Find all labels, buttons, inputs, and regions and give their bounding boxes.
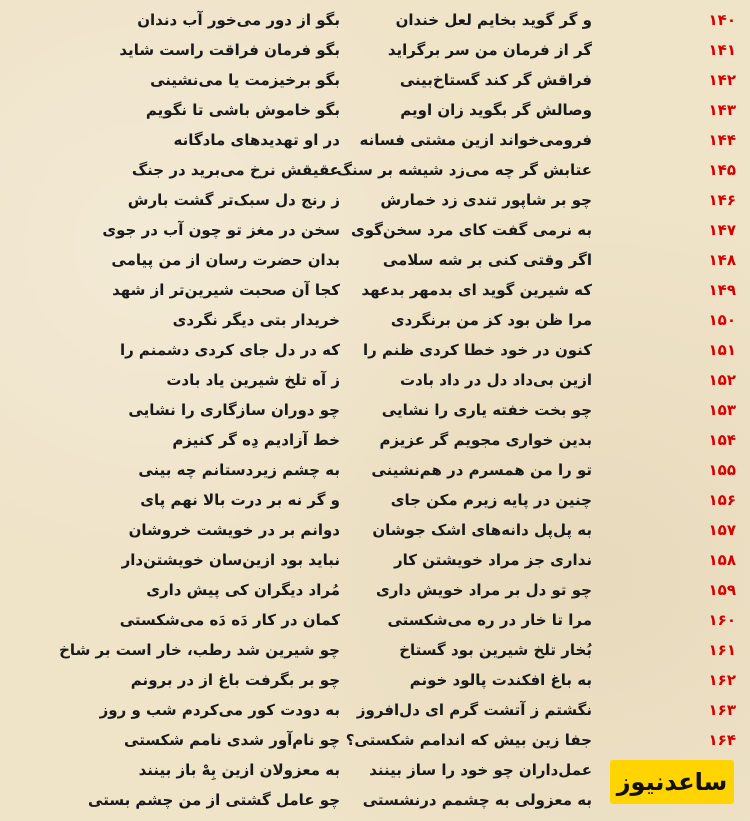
verse-number: ۱۴۷: [708, 221, 736, 239]
verse-second-hemistich: ز آه تلخ شیرین یاد بادت: [166, 371, 340, 389]
verse-row: [0, 575, 750, 605]
verse-row: [0, 545, 750, 575]
verse-number: ۱۴۹: [708, 281, 736, 299]
verse-first-hemistich: نگشتم ز آتشت گرم ای دل‌افروز: [356, 701, 592, 719]
verse-first-hemistich: تو را من همسرم در هم‌نشینی: [371, 461, 592, 479]
verse-number: ۱۶۲: [708, 671, 736, 689]
verse-second-hemistich: عقیقش نرخ می‌برید در جنگ: [131, 161, 340, 179]
verse-number: ۱۵۶: [708, 491, 736, 509]
verse-second-hemistich: چو بر بگرفت باغ از در برونم: [130, 671, 340, 689]
verse-first-hemistich: به معزولی به چشمم درنشستی: [362, 791, 592, 809]
verse-first-hemistich: نداری جز مراد خویشتن کار: [393, 551, 592, 569]
verse-number: ۱۴۶: [708, 191, 736, 209]
verse-number: ۱۵۵: [708, 461, 736, 479]
verse-number: ۱۶۴: [708, 731, 736, 749]
verse-second-hemistich: بگو از دور می‌خور آب دندان: [137, 11, 340, 29]
verse-row: [0, 215, 750, 245]
verse-row: [0, 305, 750, 335]
verse-first-hemistich: چنین در پایه زیرم مکن جای: [390, 491, 592, 509]
verse-first-hemistich: و گر گوید بخایم لعل خندان: [395, 11, 592, 29]
verse-number: ۱۵۴: [708, 431, 736, 449]
verse-first-hemistich: به پل‌پل دانه‌های اشک جوشان: [372, 521, 592, 539]
verse-number: ۱۴۰: [708, 11, 736, 29]
verse-row: [0, 35, 750, 65]
verse-number: ۱۴۸: [708, 251, 736, 269]
verse-row: [0, 275, 750, 305]
verse-first-hemistich: گر از فرمان من سر برگراید: [387, 41, 592, 59]
verse-row: [0, 125, 750, 155]
verse-second-hemistich: مُراد دیگران کی پیش داری: [146, 581, 340, 599]
verse-number: ۱۵۸: [708, 551, 736, 569]
verse-first-hemistich: مرا تا خار در ره می‌شکستی: [387, 611, 592, 629]
verse-second-hemistich: بدان حضرت رسان از من پیامی: [111, 251, 340, 269]
verse-row: [0, 155, 750, 185]
verse-row: [0, 695, 750, 725]
verse-row: [0, 485, 750, 515]
verse-first-hemistich: وصالش گر بگوید زان اویم: [400, 101, 592, 119]
verse-row: [0, 455, 750, 485]
verse-second-hemistich: و گر نه بر درت بالا نهم پای: [140, 491, 340, 509]
verse-second-hemistich: به چشم زیردستانم چه بینی: [138, 461, 340, 479]
verse-row: [0, 665, 750, 695]
verse-number: ۱۴۲: [708, 71, 736, 89]
verse-second-hemistich: بگو فرمان فراقت راست شاید: [119, 41, 340, 59]
verse-second-hemistich: به معزولان ازین بِهْ باز بینند: [138, 761, 340, 779]
verse-number: ۱۵۷: [708, 521, 736, 539]
verse-first-hemistich: چو بر شاپور تندی زد خمارش: [380, 191, 592, 209]
verse-first-hemistich: عتابش گر چه می‌زد شیشه بر سنگ: [336, 161, 592, 179]
verse-first-hemistich: بُخار تلخ شیرین بود گستاخ: [399, 641, 592, 659]
verse-row: [0, 5, 750, 35]
verse-second-hemistich: چو دوران سازگاری را نشایی: [128, 401, 340, 419]
verse-row: [0, 95, 750, 125]
verse-number: ۱۶۰: [708, 611, 736, 629]
verse-second-hemistich: چو شیرین شد رطب، خار است بر شاخ: [59, 641, 340, 659]
verse-second-hemistich: خط آزادیم دِه گر کنیزم: [172, 431, 340, 449]
verse-second-hemistich: کمان در کار دَه دَه می‌شکستی: [119, 611, 340, 629]
verse-number: ۱۵۹: [708, 581, 736, 599]
verse-row: [0, 425, 750, 455]
verse-number: ۱۵۰: [708, 311, 736, 329]
verse-first-hemistich: فراقش گر کند گستاخ‌بینی: [399, 71, 592, 89]
verse-row: [0, 605, 750, 635]
verse-first-hemistich: ازین بی‌داد دل در داد بادت: [400, 371, 592, 389]
verse-row: [0, 515, 750, 545]
verse-row: [0, 395, 750, 425]
verse-first-hemistich: چو تو دل بر مراد خویش داری: [376, 581, 592, 599]
verse-first-hemistich: چو بخت خفته یاری را نشایی: [381, 401, 592, 419]
verse-row: [0, 185, 750, 215]
verse-second-hemistich: کجا آن صحبت شیرین‌تر از شهد: [112, 281, 340, 299]
verse-number: ۱۶۳: [708, 701, 736, 719]
verse-second-hemistich: دوانم بر در خویشت خروشان: [128, 521, 340, 539]
verse-first-hemistich: کنون در خود خطا کردی ظنم را: [363, 341, 592, 359]
verse-second-hemistich: به دودت کور می‌کردم شب و روز: [99, 701, 340, 719]
verse-second-hemistich: چو عامل گشتی از من چشم بستی: [88, 791, 340, 809]
verse-number: ۱۶۱: [708, 641, 736, 659]
verse-row: [0, 365, 750, 395]
verse-first-hemistich: مرا ظن بود کز من برنگردی: [390, 311, 592, 329]
verse-first-hemistich: به نرمی گفت کای مرد سخن‌گوی: [350, 221, 592, 239]
verse-second-hemistich: سخن در مغز تو چون آب در جوی: [102, 221, 340, 239]
verse-number: ۱۵۳: [708, 401, 736, 419]
verse-number: ۱۴۴: [708, 131, 736, 149]
verse-number: ۱۴۱: [708, 41, 736, 59]
verse-first-hemistich: بدین خواری مجویم گر عزیزم: [379, 431, 592, 449]
verse-second-hemistich: در او تهدیدهای مادگانه: [173, 131, 340, 149]
verse-first-hemistich: به باغ افکندت پالود خونم: [409, 671, 592, 689]
verse-row: [0, 335, 750, 365]
verse-row: [0, 245, 750, 275]
verse-number: ۱۴۵: [708, 161, 736, 179]
verse-second-hemistich: بگو برخیزمت یا می‌نشینی: [150, 71, 340, 89]
site-logo: ساعدنیوز: [610, 760, 734, 804]
verse-number: ۱۴۳: [708, 101, 736, 119]
verse-number: ۱۵۱: [708, 341, 736, 359]
verse-second-hemistich: خریدار بتی دیگر نگردی: [172, 311, 340, 329]
verse-second-hemistich: بگو خاموش باشی تا نگویم: [145, 101, 340, 119]
verse-first-hemistich: عمل‌داران چو خود را ساز بینند: [369, 761, 592, 779]
verse-first-hemistich: اگر وقتی کنی بر شه سلامی: [382, 251, 592, 269]
verse-first-hemistich: که شیرین گوید ای بدمهر بدعهد: [361, 281, 592, 299]
verse-second-hemistich: ز رنج دل سبک‌تر گشت بارش: [127, 191, 340, 209]
verse-row: [0, 725, 750, 755]
verse-second-hemistich: چو نام‌آور شدی نامم شکستی: [124, 731, 340, 749]
verse-first-hemistich: جفا زین بیش که اندامم شکستی؟: [345, 731, 592, 749]
verse-number: ۱۵۲: [708, 371, 736, 389]
verse-row: [0, 635, 750, 665]
verse-first-hemistich: فرومی‌خواند ازین مشتی فسانه: [359, 131, 592, 149]
verse-second-hemistich: نباید بود ازین‌سان خویشتن‌دار: [121, 551, 340, 569]
verse-second-hemistich: که در دل جای کردی دشمنم را: [119, 341, 340, 359]
verse-row: [0, 65, 750, 95]
